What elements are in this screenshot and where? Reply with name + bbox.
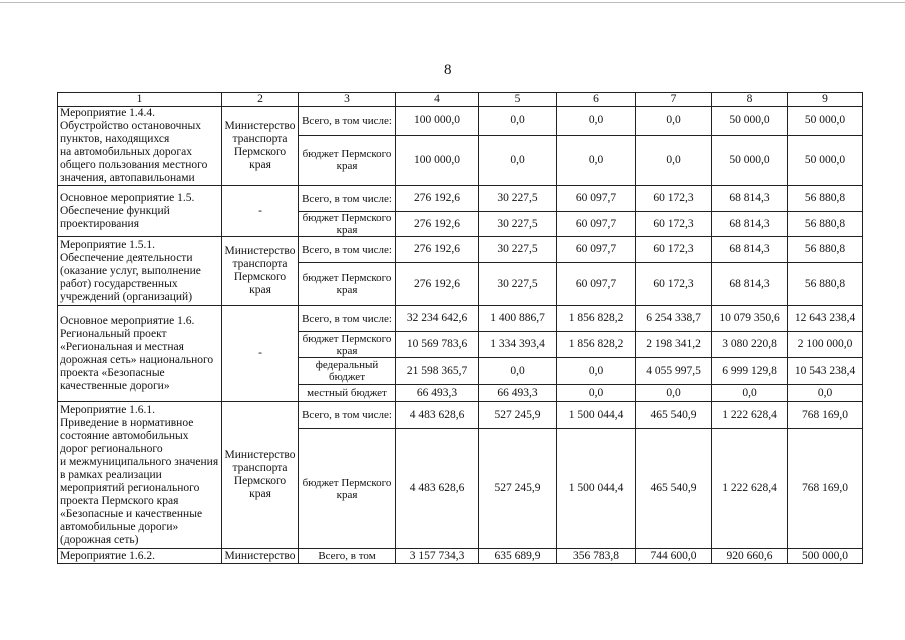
amount-cell: 60 172,3	[636, 212, 712, 237]
column-header: 9	[788, 93, 863, 107]
amount-cell: 21 598 365,7	[396, 358, 479, 385]
amount-cell: 527 245,9	[479, 402, 557, 429]
amount-cell: 30 227,5	[479, 263, 557, 306]
amount-cell: 60 172,3	[636, 186, 712, 212]
amount-cell: 66 493,3	[396, 385, 479, 402]
table-row	[58, 306, 863, 332]
amount-cell: 50 000,0	[788, 107, 863, 136]
column-header: 6	[557, 93, 636, 107]
table-row	[58, 549, 863, 564]
amount-cell: 50 000,0	[712, 107, 788, 136]
amount-cell: 0,0	[557, 135, 636, 185]
amount-cell: 4 483 628,6	[396, 402, 479, 429]
amount-cell: 0,0	[479, 135, 557, 185]
amount-cell: 0,0	[712, 385, 788, 402]
amount-cell: 768 169,0	[788, 402, 863, 429]
amount-cell: 768 169,0	[788, 429, 863, 549]
funding-source-cell: местный бюджет	[299, 385, 396, 402]
column-header: 8	[712, 93, 788, 107]
column-header: 3	[299, 93, 396, 107]
column-header: 2	[222, 93, 299, 107]
funding-source-cell: бюджет Пермского края	[299, 212, 396, 237]
funding-source-cell: Всего, в том числе:	[299, 186, 396, 212]
amount-cell: 56 880,8	[788, 186, 863, 212]
responsible-executor-cell: Министерство транспорта Пермского края	[222, 107, 299, 186]
measure-name-cell: Мероприятие 1.6.2.	[58, 549, 222, 564]
amount-cell: 0,0	[636, 385, 712, 402]
amount-cell: 68 814,3	[712, 186, 788, 212]
column-header: 4	[396, 93, 479, 107]
measure-name-cell: Мероприятие 1.4.4. Обустройство остановочных пунктов, находящихся на автомобильных дорогах общего пользования местного значения, автопавильонами	[58, 107, 222, 186]
amount-cell: 1 334 393,4	[479, 332, 557, 358]
amount-cell: 4 055 997,5	[636, 358, 712, 385]
table-row	[58, 107, 863, 136]
amount-cell: 60 097,7	[557, 186, 636, 212]
amount-cell: 1 500 044,4	[557, 402, 636, 429]
amount-cell: 50 000,0	[788, 135, 863, 185]
amount-cell: 68 814,3	[712, 237, 788, 263]
amount-cell: 527 245,9	[479, 429, 557, 549]
amount-cell: 2 100 000,0	[788, 332, 863, 358]
amount-cell: 68 814,3	[712, 212, 788, 237]
amount-cell: 356 783,8	[557, 549, 636, 564]
amount-cell: 50 000,0	[712, 135, 788, 185]
measure-name-cell: Мероприятие 1.6.1. Приведение в нормативное состояние автомобильных дорог регионального и межмуниципального значения в рамках реализации мероприятий регионального проекта Пермского края «Безопасные и качественные автомобильные дороги» (дорожная сеть)	[58, 402, 222, 549]
measure-name-cell: Мероприятие 1.5.1. Обеспечение деятельности (оказание услуг, выполнение работ) государственных учреждений (организаций)	[58, 237, 222, 306]
table-header-row	[58, 93, 863, 107]
amount-cell: 2 198 341,2	[636, 332, 712, 358]
amount-cell: 4 483 628,6	[396, 429, 479, 549]
amount-cell: 60 172,3	[636, 263, 712, 306]
measure-name-cell: Основное мероприятие 1.5. Обеспечение функций проектирования	[58, 186, 222, 237]
amount-cell: 0,0	[557, 107, 636, 136]
amount-cell: 10 543 238,4	[788, 358, 863, 385]
amount-cell: 276 192,6	[396, 237, 479, 263]
table-row	[58, 402, 863, 429]
amount-cell: 0,0	[479, 107, 557, 136]
amount-cell: 465 540,9	[636, 402, 712, 429]
amount-cell: 0,0	[636, 135, 712, 185]
funding-source-cell: Всего, в том числе:	[299, 107, 396, 136]
amount-cell: 500 000,0	[788, 549, 863, 564]
amount-cell: 276 192,6	[396, 186, 479, 212]
amount-cell: 56 880,8	[788, 212, 863, 237]
amount-cell: 12 643 238,4	[788, 306, 863, 332]
amount-cell: 1 400 886,7	[479, 306, 557, 332]
amount-cell: 1 500 044,4	[557, 429, 636, 549]
amount-cell: 6 254 338,7	[636, 306, 712, 332]
table-row	[58, 237, 863, 263]
amount-cell: 0,0	[788, 385, 863, 402]
amount-cell: 30 227,5	[479, 212, 557, 237]
amount-cell: 66 493,3	[479, 385, 557, 402]
budget-table	[57, 92, 863, 564]
amount-cell: 1 222 628,4	[712, 429, 788, 549]
amount-cell: 100 000,0	[396, 135, 479, 185]
amount-cell: 3 157 734,3	[396, 549, 479, 564]
amount-cell: 10 079 350,6	[712, 306, 788, 332]
amount-cell: 276 192,6	[396, 263, 479, 306]
amount-cell: 10 569 783,6	[396, 332, 479, 358]
amount-cell: 30 227,5	[479, 186, 557, 212]
amount-cell: 60 097,7	[557, 237, 636, 263]
amount-cell: 920 660,6	[712, 549, 788, 564]
amount-cell: 56 880,8	[788, 263, 863, 306]
amount-cell: 0,0	[479, 358, 557, 385]
amount-cell: 100 000,0	[396, 107, 479, 136]
amount-cell: 60 172,3	[636, 237, 712, 263]
responsible-executor-cell: Министерство	[222, 549, 299, 564]
column-header: 7	[636, 93, 712, 107]
amount-cell: 635 689,9	[479, 549, 557, 564]
amount-cell: 1 856 828,2	[557, 306, 636, 332]
amount-cell: 276 192,6	[396, 212, 479, 237]
page-number: 8	[444, 62, 452, 78]
funding-source-cell: Всего, в том	[299, 549, 396, 564]
amount-cell: 1 222 628,4	[712, 402, 788, 429]
amount-cell: 30 227,5	[479, 237, 557, 263]
amount-cell: 6 999 129,8	[712, 358, 788, 385]
responsible-executor-cell: -	[222, 306, 299, 402]
amount-cell: 0,0	[557, 385, 636, 402]
responsible-executor-cell: -	[222, 186, 299, 237]
column-header: 5	[479, 93, 557, 107]
funding-source-cell: бюджет Пермского края	[299, 429, 396, 549]
scan-top-edge	[0, 2, 905, 3]
funding-source-cell: бюджет Пермского края	[299, 332, 396, 358]
amount-cell: 56 880,8	[788, 237, 863, 263]
column-header: 1	[58, 93, 222, 107]
amount-cell: 1 856 828,2	[557, 332, 636, 358]
amount-cell: 3 080 220,8	[712, 332, 788, 358]
amount-cell: 68 814,3	[712, 263, 788, 306]
funding-source-cell: Всего, в том числе:	[299, 402, 396, 429]
amount-cell: 744 600,0	[636, 549, 712, 564]
funding-source-cell: бюджет Пермского края	[299, 263, 396, 306]
funding-source-cell: федеральный бюджет	[299, 358, 396, 385]
funding-source-cell: Всего, в том числе:	[299, 306, 396, 332]
amount-cell: 32 234 642,6	[396, 306, 479, 332]
funding-source-cell: Всего, в том числе:	[299, 237, 396, 263]
measure-name-cell: Основное мероприятие 1.6. Региональный проект «Региональная и местная дорожная сеть» национального проекта «Безопасные качественные дороги»	[58, 306, 222, 402]
responsible-executor-cell: Министерство транспорта Пермского края	[222, 237, 299, 306]
amount-cell: 465 540,9	[636, 429, 712, 549]
amount-cell: 0,0	[636, 107, 712, 136]
funding-source-cell: бюджет Пермского края	[299, 135, 396, 185]
amount-cell: 60 097,7	[557, 212, 636, 237]
amount-cell: 0,0	[557, 358, 636, 385]
responsible-executor-cell: Министерство транспорта Пермского края	[222, 402, 299, 549]
amount-cell: 60 097,7	[557, 263, 636, 306]
table-row	[58, 186, 863, 212]
